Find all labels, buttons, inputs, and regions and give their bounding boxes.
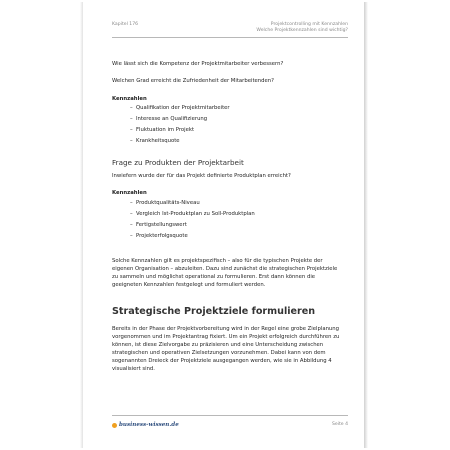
footer-logo	[112, 421, 179, 429]
section1-heading: Kennzahlen	[112, 96, 147, 102]
paragraph-line: eigenen Organisation – abzuleiten. Dazu sind zunächst die strategischen Projektziele	[112, 266, 338, 273]
question-2: Welchen Grad erreicht die Zufriedenheit der Mitarbeitenden?	[112, 78, 274, 84]
section2-heading: Kennzahlen	[112, 190, 147, 196]
section2-question: Inwiefern wurde der für das Projekt definierte Produktplan erreicht?	[112, 173, 291, 179]
list-item-label: Projekterfolgsquote	[136, 233, 188, 239]
page-edge-shadow-left	[80, 2, 83, 448]
paragraph-line: visualisiert sind.	[112, 366, 155, 373]
list-item-label: Vergleich Ist-Produktplan zu Soll-Produktplan	[136, 211, 255, 217]
list-item: – Vergleich Ist-Produktplan zu Soll-Produktplan	[130, 211, 255, 217]
header-title-line2: Welche Projektkennzahlen sind wichtig?	[256, 27, 348, 33]
list-item-label: Qualifikation der Projektmitarbeiter	[136, 105, 230, 111]
list-item-label: Fluktuation im Projekt	[136, 127, 195, 133]
list-item: – Krankheitsquote	[130, 138, 180, 144]
footer-divider	[112, 415, 348, 416]
list-item-label: Produktqualitäts-Niveau	[136, 200, 200, 206]
page-edge-shadow-right	[364, 2, 368, 448]
list-item: – Qualifikation der Projektmitarbeiter	[130, 105, 230, 111]
header-title	[256, 22, 348, 34]
header-chapter: Kapitel 176	[112, 22, 139, 27]
paragraph-line: geeigneten Kennzahlen festgelegt und formuliert werden.	[112, 282, 266, 289]
header-title-line1: Projektcontrolling mit Kennzahlen	[270, 22, 348, 27]
list-item: – Interesse an Qualifizierung	[130, 116, 208, 122]
paragraph-line: strategischen und operativen Zielsetzungen vorzunehmen. Dabei kann von dem	[112, 350, 326, 357]
section3-title: Strategische Projektziele formulieren	[112, 306, 316, 317]
paragraph-goals	[112, 325, 352, 374]
list-item: – Produktqualitäts-Niveau	[130, 200, 200, 206]
paragraph-line: sogenannten Dreieck der Projektziele ausgegangen werden, wie sie in Abbildung 4	[112, 358, 332, 365]
list-item: – Fertigstellungswert	[130, 222, 187, 228]
logo-dot-icon	[112, 423, 117, 428]
section2-title: Frage zu Produkten der Projektarbeit	[112, 158, 244, 167]
list-item-label: Interesse an Qualifizierung	[136, 116, 208, 122]
list-item-label: Fertigstellungswert	[136, 222, 187, 228]
paragraph-line: können, ist diese Zielvorgabe zu präzisieren und eine Unterscheidung zwischen	[112, 342, 324, 349]
paragraph-line: zu sammeln und möglichst operational zu formulieren. Erst dann können die	[112, 274, 316, 281]
list-item: – Projekterfolgsquote	[130, 233, 188, 239]
header-divider	[112, 37, 348, 38]
question-1: Wie lässt sich die Kompetenz der Projektmitarbeiter verbessern?	[112, 61, 284, 67]
list-item: – Fluktuation im Projekt	[130, 127, 195, 133]
page-header	[112, 22, 348, 38]
paragraph-intro	[112, 257, 352, 289]
list-item-label: Krankheitsquote	[136, 138, 180, 144]
page-number: Seite 4	[331, 422, 348, 427]
logo-text: business-wissen.de	[119, 422, 179, 428]
paragraph-line: Solche Kennzahlen gilt es projektspezifisch – also für die typischen Projekte der	[112, 258, 323, 264]
paragraph-line: vorgenommen und im Projektantrag fixiert. Um ein Projekt erfolgreich durchführen zu	[112, 334, 340, 341]
paragraph-line: Bereits in der Phase der Projektvorbereitung wird in der Regel eine grobe Zielplanung	[112, 326, 340, 332]
